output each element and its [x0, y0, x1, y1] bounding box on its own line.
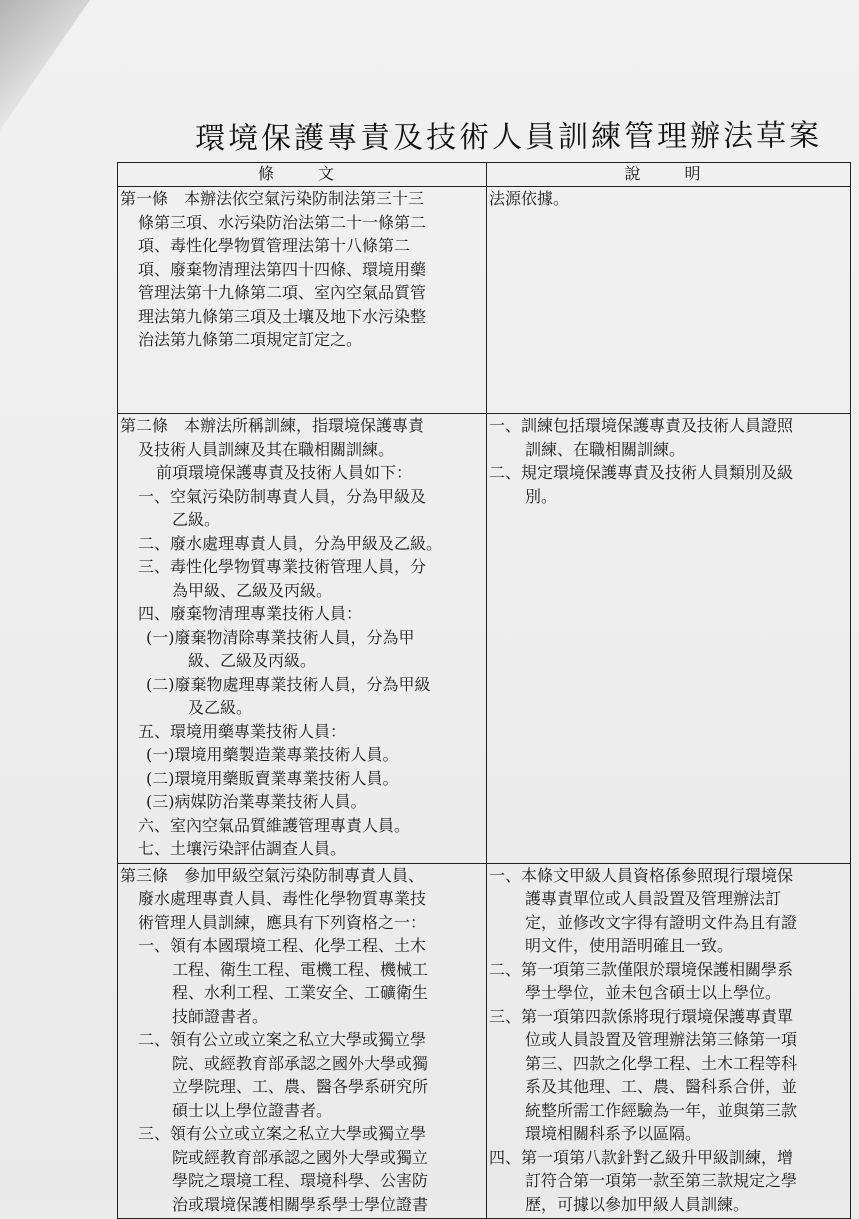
- explanation-line: 環境相關科系予以區隔。: [525, 1124, 702, 1143]
- provision-line: 六、室內空氣品質維護管理專責人員。: [138, 815, 411, 835]
- explanation-line: 定，並修改文字得有證明文件為且有證: [525, 912, 798, 932]
- provision-line: 院或經教育部承認之國外大學或獨立: [172, 1147, 429, 1167]
- table-row: [118, 414, 851, 864]
- provision-line: 條第三項、水污染防治法第二十一條第二: [138, 212, 427, 232]
- provision-cell: [118, 863, 487, 1219]
- explanation-line: 統整所需工作經驗為一年，並與第三款: [525, 1100, 798, 1120]
- provision-line: 碩士以上學位證書者。: [172, 1100, 333, 1120]
- provision-line: 廢水處理專責人員、毒性化學物質專業技: [138, 889, 427, 908]
- document-title: 環境保護專責及技術人員訓練管理辦法草案: [194, 118, 823, 157]
- provision-line: 第一條 本辦法依空氣污染防制法第三十三: [120, 189, 425, 208]
- explanation-cell: [487, 863, 851, 1219]
- explanation-line: 一、本條文甲級人員資格係參照現行環境保: [489, 865, 794, 885]
- explanation-cell: [487, 414, 851, 864]
- explanation-line: 系及其他理、工、農、醫科系合併，並: [525, 1077, 798, 1096]
- explanation-line: 歷，可據以參加甲級人員訓練。: [525, 1194, 750, 1214]
- provision-line: 五、環境用藥專業技術人員：: [138, 721, 347, 741]
- explanation-line: 學士學位，並未包含碩士以上學位。: [525, 983, 782, 1002]
- explanation-line: 位或人員設置及管理辦法第三條第一項: [525, 1030, 798, 1049]
- provision-line: (一)環境用藥製造業專業技術人員。: [146, 745, 399, 764]
- explanation-cell: [487, 187, 851, 414]
- scan-corner-shadow: [0, 0, 90, 130]
- provision-line: 三、領有公立或立案之私立大學或獨立學: [138, 1124, 427, 1143]
- provision-line: 一、領有本國環境工程、化學工程、土木: [138, 936, 427, 955]
- provision-line: 治法第九條第二項規定訂定之。: [138, 330, 363, 349]
- provision-line: 學院之環境工程、環境科學、公害防: [172, 1171, 429, 1190]
- table-body: [118, 187, 851, 1219]
- provision-cell: [118, 414, 487, 864]
- provision-line: 工程、衛生工程、電機工程、機械工: [172, 959, 429, 979]
- explanation-line: 別。: [525, 486, 558, 506]
- provision-line: 級、乙級及丙級。: [188, 651, 317, 670]
- provision-line: 前項環境保護專責及技術人員如下：: [156, 463, 413, 482]
- provision-line: 七、土壤污染評估調查人員。: [138, 839, 347, 858]
- table-header-row: [118, 163, 851, 187]
- provision-line: 四、廢棄物清理專業技術人員：: [138, 604, 363, 623]
- explanation-line: 明文件，使用語明確且一致。: [525, 936, 734, 955]
- provision-line: 技師證書者。: [172, 1006, 269, 1026]
- provision-line: 理法第九條第三項及土壤及地下水污染整: [138, 306, 427, 326]
- provision-line: 一、空氣污染防制專責人員，分為甲級及: [138, 486, 427, 506]
- header-provision: 條 文: [118, 163, 487, 187]
- provision-line: 項、毒性化學物質管理法第十八條第二: [138, 236, 411, 255]
- provision-line: 二、領有公立或立案之私立大學或獨立學: [138, 1030, 427, 1049]
- provision-line: 二、廢水處理專責人員，分為甲級及乙級。: [138, 533, 443, 553]
- explanation-line: 訂符合第一項第一款至第三款規定之學: [525, 1171, 798, 1190]
- explanation-line: 二、規定環境保護專責及技術人員類別及級: [489, 463, 794, 482]
- explanation-line: 法源依據。: [489, 189, 570, 208]
- provision-line: 第二條 本辦法所稱訓練，指環境保護專責: [120, 416, 425, 435]
- explanation-line: 護專責單位或人員設置及管理辦法訂: [525, 889, 782, 908]
- provision-line: 第三條 參加甲級空氣污染防制專責人員、: [120, 865, 425, 885]
- table-row: [118, 863, 851, 1219]
- explanation-line: 四、第一項第八款針對乙級升甲級訓練，增: [489, 1147, 794, 1167]
- provision-line: 程、水利工程、工業安全、工礦衛生: [172, 983, 429, 1002]
- provision-line: (一)廢棄物清除專業技術人員，分為甲: [146, 627, 415, 647]
- provision-line: 為甲級、乙級及丙級。: [172, 580, 333, 600]
- provision-table: [117, 162, 851, 1219]
- table-row: [118, 187, 851, 414]
- provision-line: 管理法第十九條第二項、室內空氣品質管: [138, 283, 427, 302]
- provision-line: (三)病媒防治業專業技術人員。: [146, 792, 367, 811]
- provision-line: 院、或經教育部承認之國外大學或獨: [172, 1053, 429, 1073]
- provision-line: 項、廢棄物清理法第四十四條、環境用藥: [138, 259, 427, 279]
- explanation-line: 一、訓練包括環境保護專責及技術人員證照: [489, 416, 794, 435]
- provision-line: 及乙級。: [188, 698, 253, 717]
- provision-line: 三、毒性化學物質專業技術管理人員，分: [138, 557, 427, 576]
- provision-line: (二)廢棄物處理專業技術人員，分為甲級: [146, 674, 431, 694]
- explanation-line: 訓練、在職相關訓練。: [525, 439, 686, 459]
- explanation-line: 二、第一項第三款僅限於環境保護相關學系: [489, 959, 794, 979]
- header-explanation: 說 明: [487, 163, 851, 187]
- provision-line: (二)環境用藥販賣業專業技術人員。: [146, 768, 399, 788]
- provision-line: 立學院理、工、農、醫各學系研究所: [172, 1077, 429, 1096]
- explanation-line: 第三、四款之化學工程、土木工程等科: [525, 1053, 798, 1073]
- provision-line: 治或環境保護相關學系學士學位證書: [172, 1194, 429, 1214]
- provision-line: 及技術人員訓練及其在職相關訓練。: [138, 439, 395, 459]
- explanation-line: 三、第一項第四款係將現行環境保護專責單: [489, 1006, 794, 1026]
- provision-line: 術管理人員訓練，應具有下列資格之一：: [138, 912, 427, 932]
- provision-cell: [118, 187, 487, 414]
- provision-line: 乙級。: [172, 510, 221, 529]
